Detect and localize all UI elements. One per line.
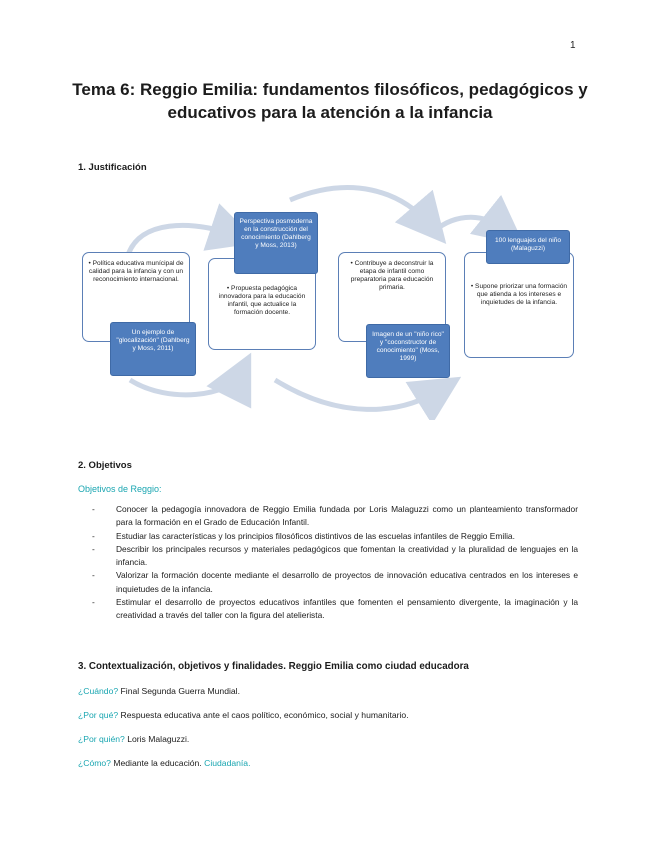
list-item: - Conocer la pedagogía innovadora de Reggio Emilia fundada por Loris Malaguzzi como un planteamiento transformador para la formación en el Grado de Educación Infantil. [92, 503, 578, 530]
qa-por-quien [78, 734, 189, 744]
diagram-box-1-text: • Política educativa munícipal de calidad para la infancia y con un reconocimiento internacional. [88, 260, 184, 284]
section-heading-objetivos: 2. Objetivos [78, 460, 132, 471]
qa-question: ¿Cuándo? [78, 686, 119, 696]
diagram-box-3-text: • Contribuye a deconstruir la etapa de infantil como preparatoria para educación primaria. [350, 260, 434, 292]
section-heading-contexto: 3. Contextualización, objetivos y finalidades. Reggio Emilia como ciudad educadora [78, 661, 469, 672]
qa-highlight: Ciudadanía. [204, 758, 251, 768]
arrow-bottom-2-3 [275, 380, 440, 409]
diagram-label-2-text: Perspectiva posmoderna en la construcción del conocimiento (Dahlberg y Moss, 2013) [239, 218, 313, 250]
objectives-label: Objetivos de Reggio: [78, 484, 162, 494]
diagram-label-3 [366, 324, 450, 378]
list-item: - Valorizar la formación docente mediante el desarrollo de proyectos de innovación educativa centrados en los intereses e inquietudes de la infancia. [92, 569, 578, 596]
qa-como [78, 758, 250, 768]
qa-answer: Final Segunda Guerra Mundial. [120, 686, 240, 696]
diagram-label-2 [234, 212, 318, 274]
qa-answer: Loris Malaguzzi. [127, 734, 190, 744]
diagram-label-1 [110, 322, 196, 376]
qa-question: ¿Por qué? [78, 710, 119, 720]
arrow-1-2 [128, 225, 235, 255]
qa-question: ¿Cómo? [78, 758, 111, 768]
qa-question: ¿Por quién? [78, 734, 125, 744]
diagram-label-3-text: Imagen de un "niño rico" y "coconstructor de conocimiento" (Moss, 1999) [372, 331, 444, 363]
objectives-list [92, 503, 578, 623]
qa-answer: Mediante la educación. [113, 758, 202, 768]
arrow-bottom-1-2 [130, 375, 240, 395]
qa-answer: Respuesta educativa ante el caos político, económico, social y humanitario. [120, 710, 409, 720]
diagram-label-4-text: 100 lenguajes del niño (Malaguzzi) [495, 237, 561, 253]
diagram-label-1-text: Un ejemplo de "glocalización" (Dahlberg y Moss, 2011) [116, 329, 190, 353]
page-number: 1 [570, 40, 576, 51]
qa-por-que [78, 710, 409, 720]
qa-cuando [78, 686, 240, 696]
list-item: - Estimular el desarrollo de proyectos educativos infantiles que fomenten el pensamiento divergente, la imaginación y la creatividad a través del taller con la figura del atelierista. [92, 596, 578, 623]
diagram-label-4 [486, 230, 570, 264]
diagram-box-2-text: • Propuesta pedagógica innovadora para la educación infantil, que actualice la formación docente. [218, 285, 306, 317]
document-title: Tema 6: Reggio Emilia: fundamentos filosóficos, pedagógicos y educativos para la atención a la infancia [72, 80, 588, 122]
diagram-box-4 [464, 252, 574, 358]
process-diagram [70, 180, 590, 420]
section-heading-justificacion: 1. Justificación [78, 162, 147, 173]
list-item: - Estudiar las características y los principios filosóficos distintivos de las escuelas infantiles de Reggio Emilia. [92, 530, 578, 543]
diagram-box-4-text: • Supone priorizar una formación que atienda a los intereses e inquietudes de la infancia. [470, 283, 568, 307]
list-item: - Describir los principales recursos y materiales pedagógicos que fomentan la creatividad y la pluralidad de lenguajes en la infancia. [92, 543, 578, 570]
